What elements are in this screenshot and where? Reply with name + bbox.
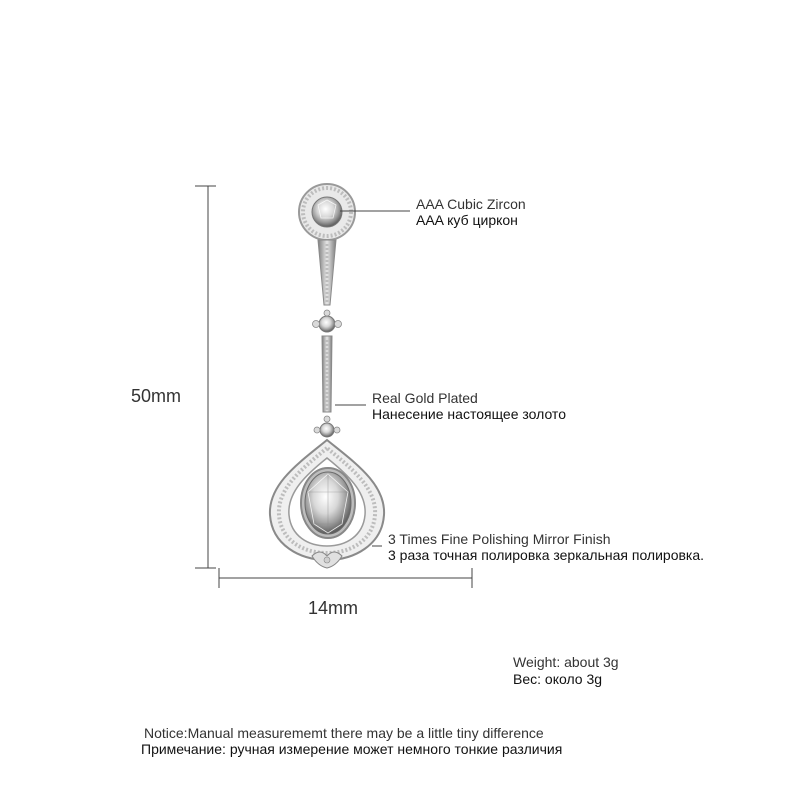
notice-label-ru: Примечание: ручная измерение может немного тонкие различия (141, 741, 563, 757)
weight-label-en: Weight: about 3g (513, 654, 619, 670)
zircon-label-en: AAA Cubic Zircon (416, 196, 526, 212)
plating-label-en: Real Gold Plated (372, 390, 478, 406)
zircon-label-ru: AAA куб циркон (416, 212, 518, 228)
notice-label-en: Notice:Manual measurememt there may be a little tiny difference (144, 725, 544, 741)
plating-label-ru: Нанесение настоящее золото (372, 406, 566, 422)
width-label: 14mm (308, 598, 359, 618)
finish-label-en: 3 Times Fine Polishing Mirror Finish (388, 531, 611, 547)
width-dimension-line (219, 568, 472, 588)
height-dimension-line (195, 186, 216, 568)
weight-label-ru: Вес: около 3g (513, 671, 603, 687)
earring (270, 184, 384, 568)
finish-label-ru: 3 раза точная полировка зеркальная полировка. (388, 547, 705, 563)
height-label: 50mm (131, 386, 182, 406)
